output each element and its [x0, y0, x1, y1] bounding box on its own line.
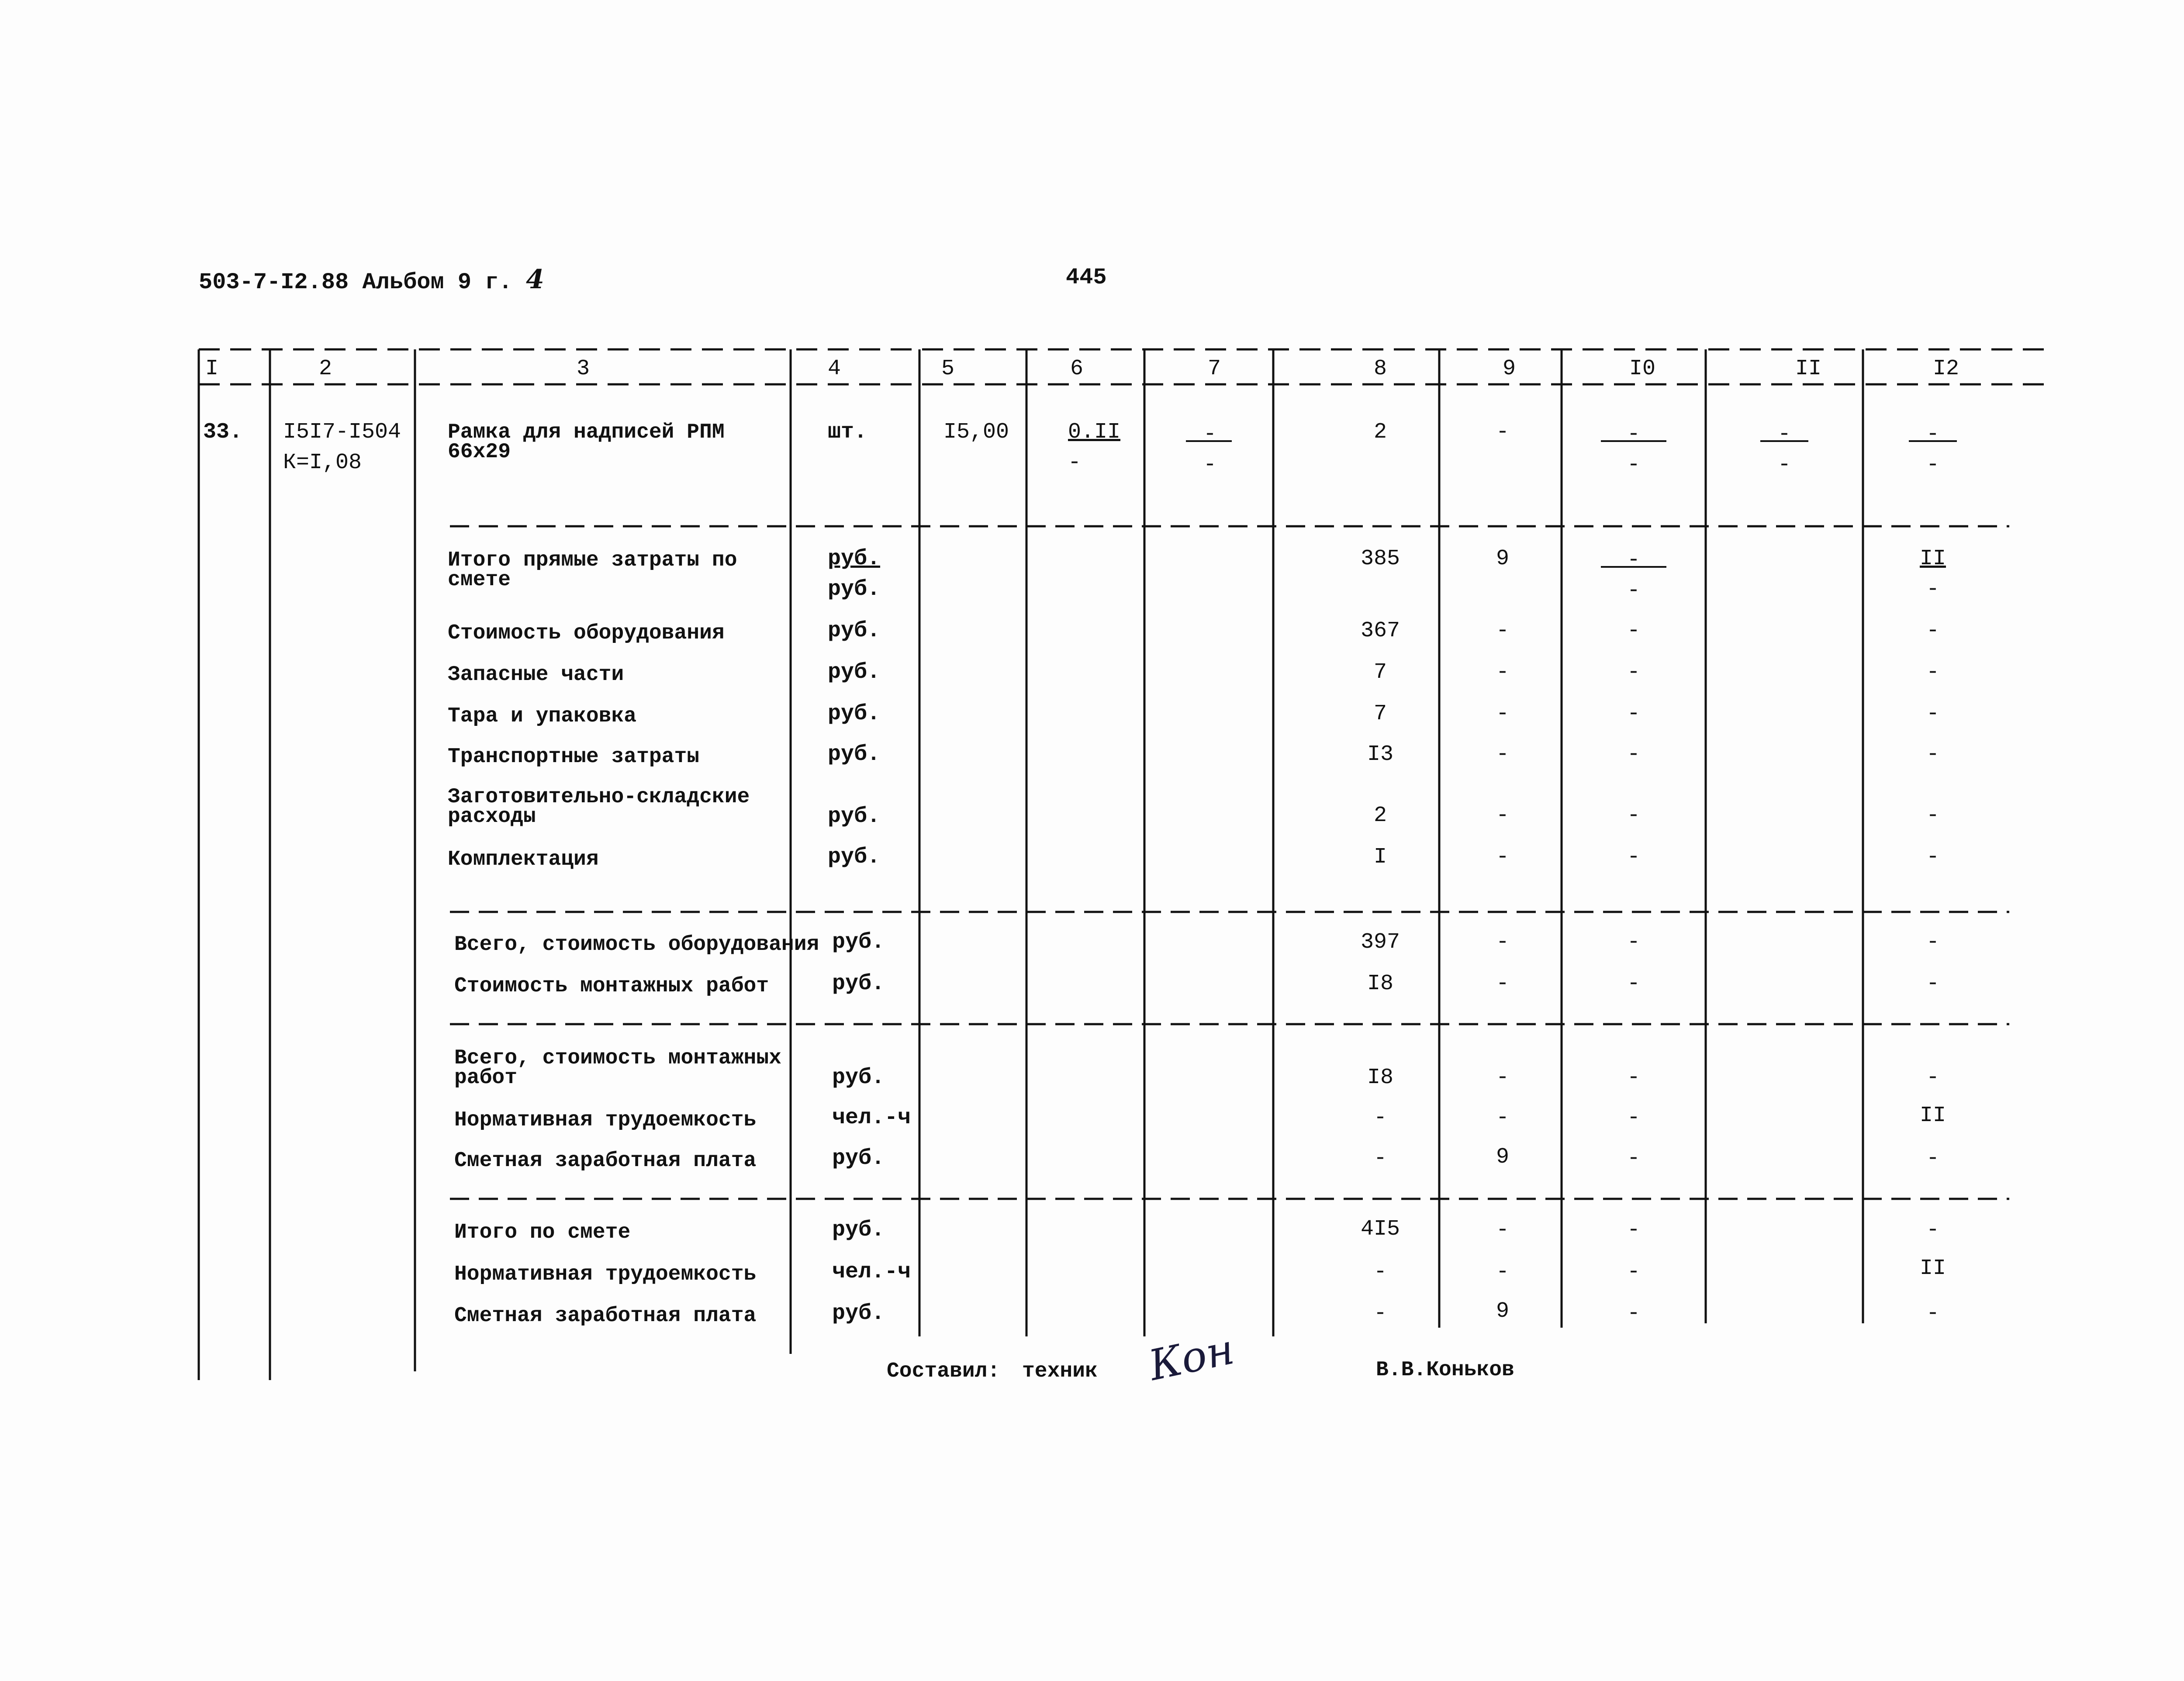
row-col12: -	[1926, 618, 1940, 643]
row-col9: -	[1496, 803, 1510, 828]
col-header-8: 8	[1373, 356, 1387, 381]
col-header-7: 7	[1207, 356, 1221, 381]
row-col10: -	[1627, 930, 1641, 955]
row-unit-2: руб.	[828, 577, 881, 602]
item-unit: шт.	[828, 420, 867, 445]
row-col10: -	[1627, 1065, 1641, 1090]
row-unit: чел.-ч	[832, 1105, 911, 1130]
row-col12: -	[1926, 971, 1940, 996]
col-header-10: I0	[1629, 356, 1656, 381]
row-col8: -	[1373, 1146, 1387, 1171]
row-col10: -	[1627, 742, 1641, 767]
row-col8: I8	[1367, 971, 1394, 996]
item-code-1: I5I7-I504	[283, 420, 401, 445]
col-header-11: II	[1795, 356, 1822, 381]
row-unit: руб.	[832, 1301, 885, 1326]
item-col7-top: -	[1203, 422, 1217, 447]
item-name-1: Рамка для надписей РПМ	[448, 421, 725, 444]
row-unit: руб.	[832, 930, 885, 955]
row-col9: -	[1496, 742, 1510, 767]
row-col10: -	[1627, 845, 1641, 870]
row-label: Запасные части	[448, 663, 624, 687]
col-header-5: 5	[941, 356, 955, 381]
row-col10-bot: -	[1627, 578, 1641, 603]
row-unit: руб.	[832, 1065, 885, 1090]
row-label: Сметная заработная плата	[454, 1149, 757, 1173]
item-col10-bot: -	[1627, 452, 1641, 477]
row-col8: 7	[1373, 701, 1387, 726]
row-unit: руб.	[828, 660, 881, 685]
row-col12: II	[1919, 1103, 1946, 1128]
row-label: Комплектация	[448, 848, 599, 871]
row-col12: -	[1926, 930, 1940, 955]
item-name-2: 66х29	[448, 440, 511, 464]
item-qty: I5,00	[943, 420, 1009, 445]
col-header-3: 3	[576, 356, 590, 381]
item-col6-top: 0.II	[1068, 420, 1121, 445]
row-col10: -	[1627, 971, 1641, 996]
row-col9: -	[1496, 1105, 1510, 1130]
item-col11-bot: -	[1777, 452, 1791, 477]
col-header-9: 9	[1502, 356, 1516, 381]
col-header-2: 2	[318, 356, 332, 381]
row-label: Сметная заработная плата	[454, 1304, 757, 1328]
col-header-6: 6	[1070, 356, 1084, 381]
row-col8: 4I5	[1360, 1217, 1400, 1242]
row-unit: руб.	[832, 1218, 885, 1243]
row-col9: -	[1496, 971, 1510, 996]
row-col12: -	[1926, 701, 1940, 726]
row-unit: руб.	[832, 1146, 885, 1171]
item-col6-bot: -	[1068, 450, 1082, 475]
row-col12: -	[1926, 660, 1940, 685]
row-label-2: смете	[448, 568, 511, 592]
row-label: Стоимость оборудования	[448, 621, 725, 645]
row-col8: 2	[1373, 803, 1387, 828]
row-col10: -	[1627, 1218, 1641, 1243]
row-col8: 367	[1360, 618, 1400, 643]
row-col10: -	[1627, 803, 1641, 828]
item-number: 33.	[203, 420, 243, 445]
row-col9: 9	[1496, 1299, 1510, 1324]
col-header-12: I2	[1932, 356, 1959, 381]
row-col8: 7	[1373, 660, 1387, 685]
row-col9: -	[1496, 845, 1510, 870]
row-col12: -	[1926, 1065, 1940, 1090]
item-col7-bot: -	[1203, 452, 1217, 477]
row-col9: -	[1496, 701, 1510, 726]
row-col10: -	[1627, 1105, 1641, 1130]
item-col12-top: -	[1926, 422, 1940, 447]
row-unit: руб.	[828, 742, 881, 767]
row-col8: I3	[1367, 742, 1394, 767]
row-col10: -	[1627, 618, 1641, 643]
row-col10: -	[1627, 660, 1641, 685]
item-col11-top: -	[1777, 422, 1791, 447]
page-number: 445	[1066, 265, 1107, 290]
row-col9: 9	[1496, 546, 1510, 571]
row-label: Итого по смете	[454, 1221, 631, 1244]
row-col10: -	[1627, 1260, 1641, 1284]
composer-role: техник	[1022, 1360, 1098, 1383]
row-col8: I	[1373, 845, 1387, 870]
row-label: Итого прямые затраты по	[448, 549, 737, 572]
row-col9: -	[1496, 930, 1510, 955]
signature: Кон	[1144, 1324, 1238, 1391]
row-unit: руб.	[828, 546, 881, 571]
row-col9: -	[1496, 618, 1510, 643]
row-col8: 397	[1360, 930, 1400, 955]
row-label: Нормативная трудоемкость	[454, 1263, 757, 1286]
row-label: Стоимость монтажных работ	[454, 974, 769, 998]
col-header-4: 4	[827, 356, 841, 381]
composed-by-label: Составил:	[887, 1360, 1000, 1383]
row-col8: -	[1373, 1301, 1387, 1326]
row-label-2: работ	[454, 1066, 518, 1090]
row-col8: -	[1373, 1105, 1387, 1130]
item-code-2: К=I,08	[283, 450, 362, 475]
document-code: 503-7-I2.88 Альбом 9 г. 4	[199, 264, 544, 295]
row-col8: -	[1373, 1260, 1387, 1284]
item-col9: -	[1496, 420, 1510, 445]
row-col10: -	[1627, 1146, 1641, 1171]
row-unit: руб.	[828, 701, 881, 726]
item-col8: 2	[1373, 420, 1387, 445]
row-col9: -	[1496, 1260, 1510, 1284]
row-unit: руб.	[828, 618, 881, 643]
row-col12: -	[1926, 1146, 1940, 1171]
item-col12-bot: -	[1926, 452, 1940, 477]
row-unit: руб.	[828, 845, 881, 870]
row-col10: -	[1627, 701, 1641, 726]
row-col12-top: II	[1919, 546, 1946, 571]
col-header-1: I	[205, 356, 219, 381]
row-col9: -	[1496, 1218, 1510, 1243]
row-col12: -	[1926, 803, 1940, 828]
item-col10-top: -	[1627, 422, 1641, 447]
row-col9: -	[1496, 1065, 1510, 1090]
row-col9: 9	[1496, 1145, 1510, 1170]
row-unit: руб.	[832, 971, 885, 996]
row-col12: -	[1926, 1218, 1940, 1243]
row-label: Всего, стоимость оборудования	[454, 933, 819, 956]
row-col12: -	[1926, 1301, 1940, 1326]
row-col9: -	[1496, 660, 1510, 685]
row-col10-top: -	[1627, 548, 1641, 573]
row-col12-bot: -	[1926, 577, 1940, 602]
row-col8: 385	[1360, 546, 1400, 571]
row-col12: -	[1926, 742, 1940, 767]
row-label: Нормативная трудоемкость	[454, 1108, 757, 1132]
row-col10: -	[1627, 1301, 1641, 1326]
row-label: Заготовительно-складские	[448, 785, 750, 809]
row-col12: -	[1926, 845, 1940, 870]
composer-name: В.В.Коньков	[1376, 1358, 1514, 1382]
row-col12: II	[1919, 1256, 1946, 1281]
row-label: Тара и упаковка	[448, 704, 637, 728]
row-col8: I8	[1367, 1065, 1394, 1090]
row-unit: руб.	[828, 804, 881, 829]
row-label: Всего, стоимость монтажных	[454, 1046, 781, 1070]
row-label: Транспортные затраты	[448, 745, 700, 769]
row-label-2: расходы	[448, 805, 536, 828]
handwritten-note: 4	[525, 264, 544, 295]
row-unit: чел.-ч	[832, 1260, 911, 1284]
